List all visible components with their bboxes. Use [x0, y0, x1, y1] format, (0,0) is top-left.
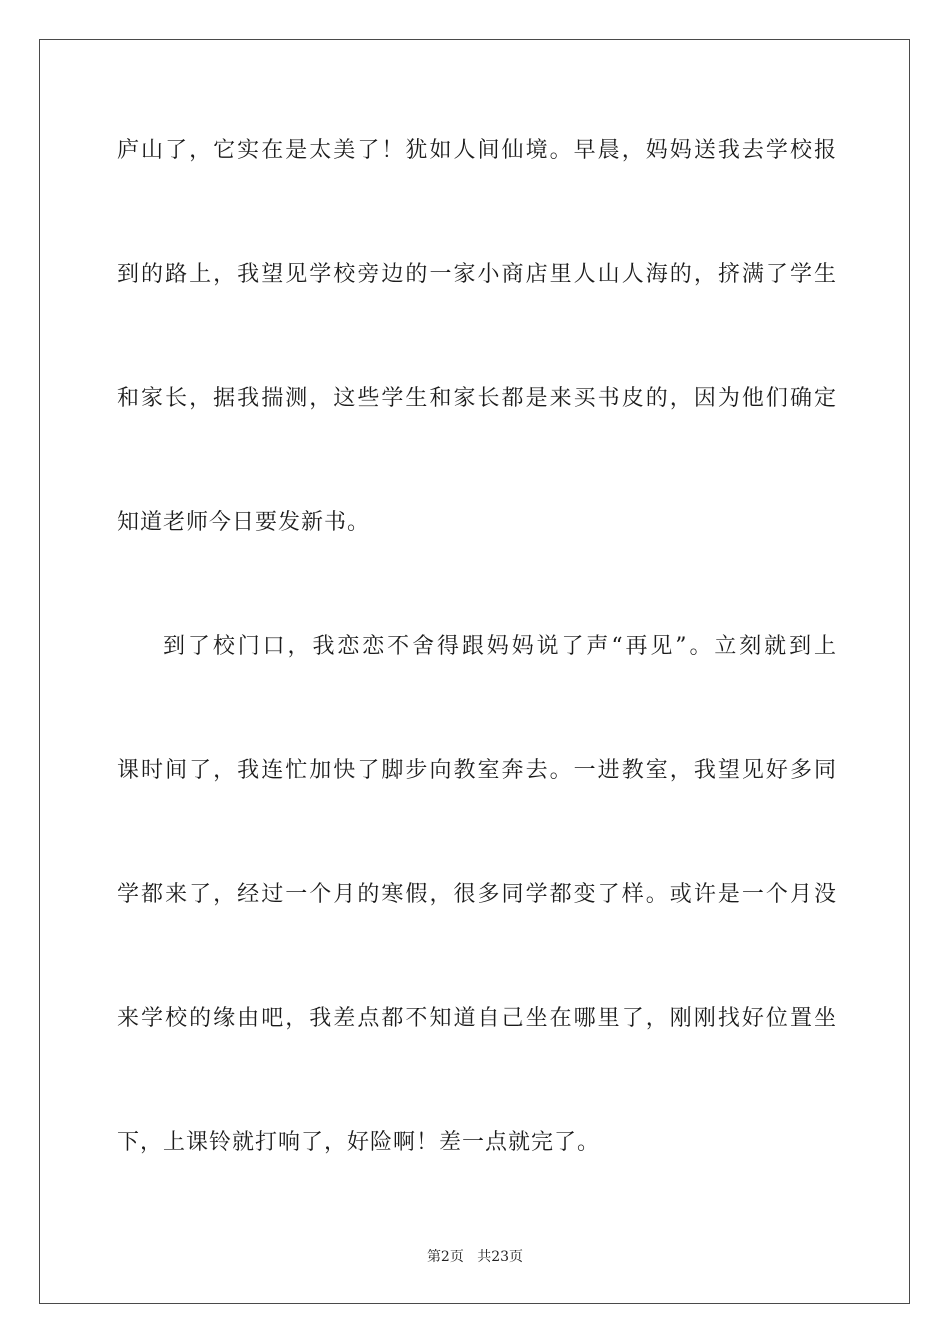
page-footer: [0, 1248, 950, 1266]
page-border: [39, 39, 910, 1304]
paragraph-line: 下，上课铃就打响了，好险啊！差一点就完了。: [117, 1130, 601, 1155]
paragraph-line: 知道老师今日要发新书。: [117, 510, 371, 535]
paragraph-line-indented: 到了校门口，我恋恋不舍得跟妈妈说了声“再见”。立刻就到上: [163, 634, 837, 659]
paragraph-line: 课时间了，我连忙加快了脚步向教室奔去。一进教室，我望见好多同: [117, 758, 837, 783]
total-pages: 共23页: [477, 1249, 524, 1265]
paragraph-line: 到的路上，我望见学校旁边的一家小商店里人山人海的，挤满了学生: [117, 262, 837, 287]
paragraph-line: 来学校的缘由吧，我差点都不知道自己坐在哪里了，刚刚找好位置坐: [117, 1006, 837, 1031]
paragraph-line: 和家长，据我揣测，这些学生和家长都是来买书皮的，因为他们确定: [117, 386, 837, 411]
page-number: 第2页: [426, 1249, 464, 1265]
paragraph-line: 学都来了，经过一个月的寒假，很多同学都变了样。或许是一个月没: [117, 882, 837, 907]
paragraph-line: 庐山了，它实在是太美了！犹如人间仙境。早晨，妈妈送我去学校报: [117, 138, 837, 163]
